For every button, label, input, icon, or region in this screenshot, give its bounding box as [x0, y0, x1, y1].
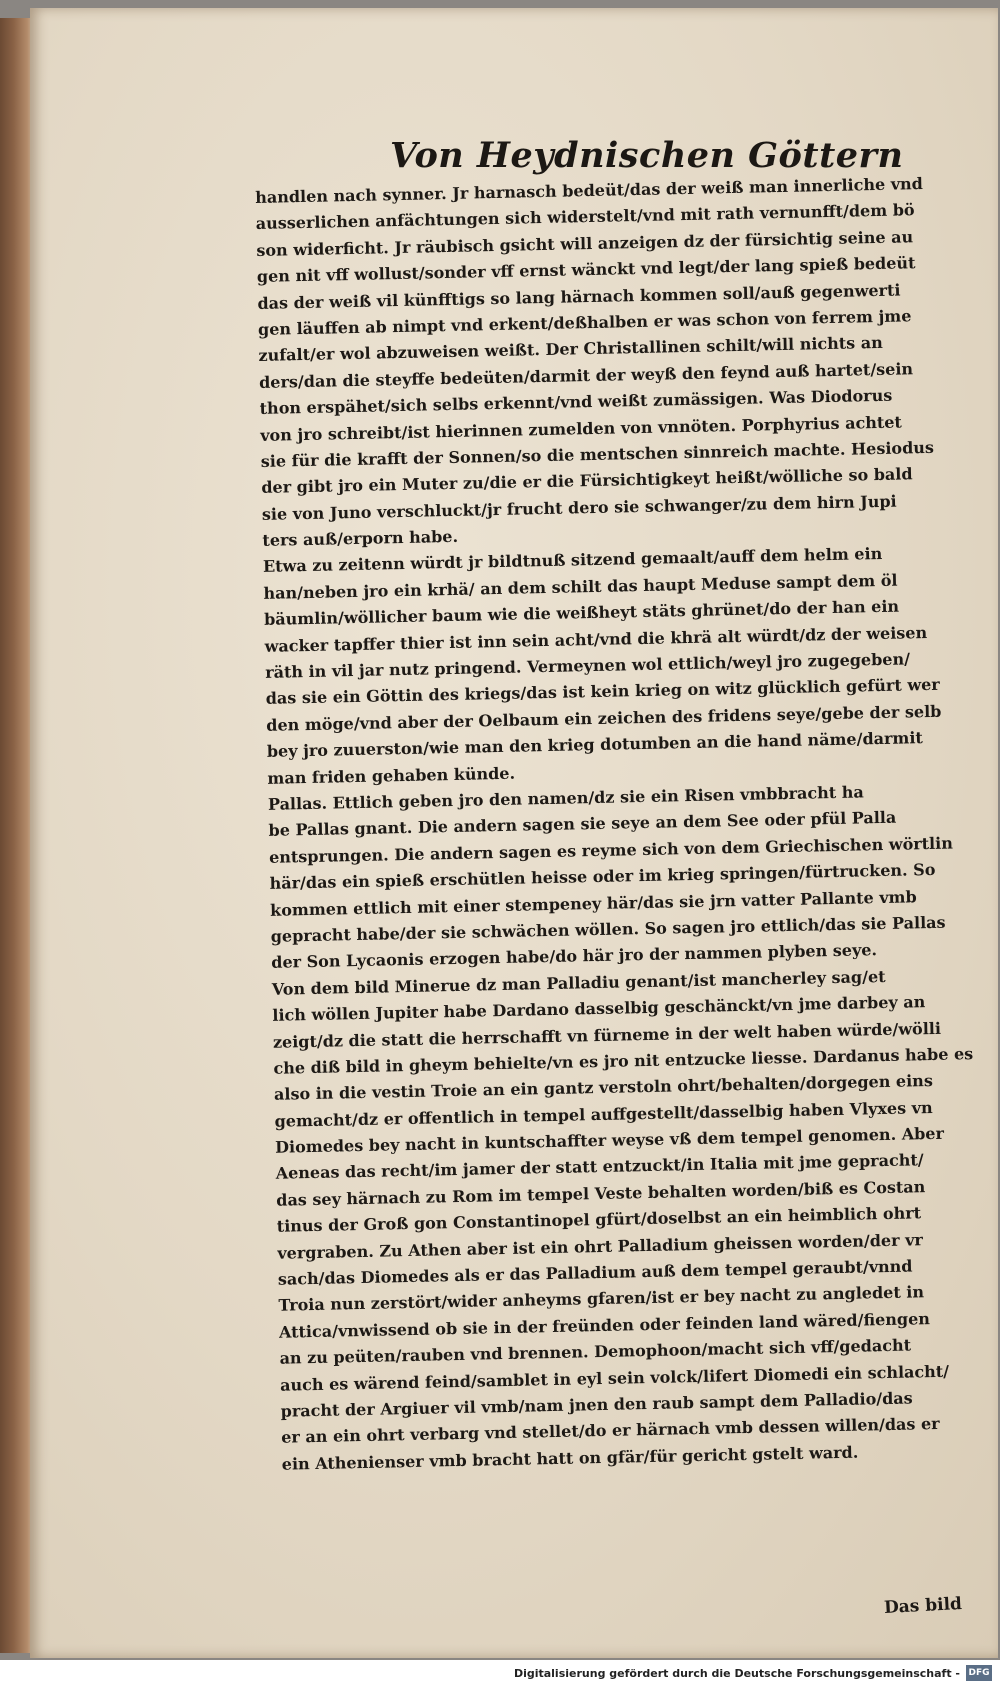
text-line: zufalt/er wol abzuweisen weißt. Der Christallinen schilt/will nichts an [258, 333, 883, 366]
text-line: Etwa zu zeitenn würdt jr bildtnuß sitzend gemaalt/auff dem helm ein [262, 544, 883, 577]
text-line: pracht der Argiuer vil vmb/nam jnen den raub sampt dem Palladio/das [280, 1388, 913, 1421]
paragraph [272, 962, 982, 1478]
text-line: gepracht habe/der sie schwächen wöllen. So sagen jro ettlich/das sie Pallas [270, 912, 946, 946]
text-line: räth in vil jar nutz pringend. Vermeynen wol ettlich/weyl jro zugegeben/ [265, 649, 911, 682]
text-line: der Son Lycaonis erzogen habe/do här jro der nammen plyben seye. [271, 940, 878, 973]
text-line: här/das ein spieß erschütlen heisse oder im krieg springen/fürtrucken. So [269, 860, 936, 894]
text-line: den möge/vnd aber der Oelbaum ein zeichen des fridens seye/gebe der selb [266, 701, 942, 735]
text-line: Aeneas das recht/im jamer der statt entzuckt/in Italia mit jme gepracht/ [275, 1150, 924, 1184]
text-line: kommen ettlich mit einer stempeney här/das sie jrn vatter Pallante vmb [269, 886, 917, 920]
text-line: che diß bild in gheym behielte/vn es jro nit entzucke liesse. Dardanus habe es [273, 1044, 974, 1078]
text-line: ders/dan die steyffe bedeüten/darmit der weyß den feynd auß hartet/sein [258, 358, 914, 392]
text-line: handlen nach synner. Jr harnasch bedeüt/das der weiß man innerliche vnd [255, 174, 924, 207]
paragraph [268, 777, 972, 976]
text-line: ausserlichen anfächtungen sich widerstelt/vnd mit rath vernunfft/dem bö [255, 200, 915, 234]
text-line: sach/das Diomedes als er das Palladium auß dem tempel geraubt/vnnd [277, 1256, 913, 1289]
page-text-block [255, 170, 982, 1478]
text-line: bäumlin/wöllicher baum wie die weißheyt stäts ghrünet/do der han ein [263, 596, 900, 630]
text-line: gemacht/dz er offentlich in tempel auffgestellt/dasselbig haben Vlyxes vn [274, 1097, 933, 1131]
text-line: Attica/vnwissend ob sie in der freünden oder feinden land wäred/fiengen [278, 1308, 931, 1342]
text-line: Diomedes bey nacht in kuntschaffter weyse vß dem tempel genomen. Aber [274, 1123, 945, 1157]
text-line: das sey härnach zu Rom im tempel Veste behalten worden/biß es Costan [276, 1177, 926, 1210]
text-line: Pallas. Ettlich geben jro den namen/dz sie ein Risen vmbbracht ha [267, 782, 864, 814]
text-line: er an ein ohrt verbarg vnd stellet/do er härnach vmb dessen willen/das er [281, 1414, 940, 1448]
text-line: an zu peüten/rauben vnd brennen. Demophoon/macht sich vff/gedacht [279, 1335, 912, 1368]
text-line: tinus der Groß gon Constantinopel gfürt/doselbst an ein heimblich ohrt [276, 1203, 922, 1237]
text-line: vergraben. Zu Athen aber ist ein ohrt Palladium gheissen worden/der vr [277, 1229, 924, 1263]
page-heading: Von Heydnischen Göttern [390, 135, 904, 176]
text-line: das der weiß vil künfftigs so lang härnach kommen soll/auß gegenwerti [257, 280, 901, 313]
text-line: das sie ein Göttin des kriegs/das ist kein krieg on witz glücklich gefürt wer [265, 675, 940, 709]
text-line: ein Athenienser vmb bracht hatt on gfär/für gericht gstelt ward. [281, 1442, 859, 1474]
paragraph [255, 170, 963, 554]
text-line: also in die vestin Troie an ein gantz verstoln ohrt/behalten/dorgegen eins [273, 1071, 934, 1105]
text-line: entsprungen. Die andern sagen es reyme sich von dem Griechischen wörtlin [268, 833, 954, 867]
text-line: auch es wärend feind/samblet in eyl sein volck/lifert Diomedi ein schlacht/ [279, 1361, 950, 1395]
text-line: gen nit vff wollust/sonder vff ernst wänckt vnd legt/der lang spieß bedeüt [256, 253, 916, 287]
text-line: be Pallas gnant. Die andern sagen sie seye an dem See oder pfül Palla [268, 808, 897, 841]
text-line: der gibt jro ein Muter zu/die er die Fürsichtigkeyt heißt/wölliche so bald [261, 464, 913, 498]
text-line: ters auß/erporn habe. [262, 526, 459, 550]
text-line: lich wöllen Jupiter habe Dardano dasselbig geschänckt/vn jme darbey an [272, 992, 926, 1025]
text-line: von jro schreibt/ist hierinnen zumelden von vnnöten. Porphyrius achtet [260, 412, 902, 445]
dfg-logo-icon: DFG [966, 1665, 992, 1681]
text-line: wacker tapffer thier ist inn sein acht/vnd die khrä alt würdt/dz der weisen [264, 622, 928, 656]
text-line: Von dem bild Minerue dz man Palladiu genant/ist mancherley sag/et [271, 966, 886, 999]
text-line: han/neben jro ein krhä/ an dem schilt das haupt Meduse sampt dem öl [263, 570, 898, 603]
paragraph [263, 540, 968, 792]
text-line: sie für die krafft der Sonnen/so die mentschen sinnreich machte. Hesiodus [260, 437, 935, 471]
text-line: bey jro zuuerston/wie man den krieg dotumben an die hand näme/darmit [266, 728, 924, 762]
text-line: gen läuffen ab nimpt vnd erkent/deßhalben er was schon von ferrem jme [257, 306, 912, 339]
book-edge [0, 18, 34, 1653]
footer-credit: Digitalisierung gefördert durch die Deutsche Forschungsgemeinschaft - [513, 1667, 960, 1680]
text-line: son widerficht. Jr räubisch gsicht will anzeigen dz der fürsichtig seine au [256, 227, 914, 260]
text-line: zeigt/dz die statt die herrschafft vn fürneme in der welt haben würde/wölli [272, 1018, 942, 1052]
text-line: sie von Juno verschluckt/jr frucht dero sie schwanger/zu dem hirn Jupi [261, 491, 897, 524]
footer-bar [0, 1660, 1000, 1688]
paragraphs [255, 170, 982, 1478]
catchword: Das bild [883, 1593, 963, 1619]
text-line: man friden gehaben künde. [267, 763, 516, 788]
text-line: thon erspähet/sich selbs erkennt/vnd weißt zumässigen. Was Diodorus [259, 385, 893, 419]
text-line: Troia nun zerstört/wider anheyms gfaren/ist er bey nacht zu angledet in [278, 1282, 925, 1316]
